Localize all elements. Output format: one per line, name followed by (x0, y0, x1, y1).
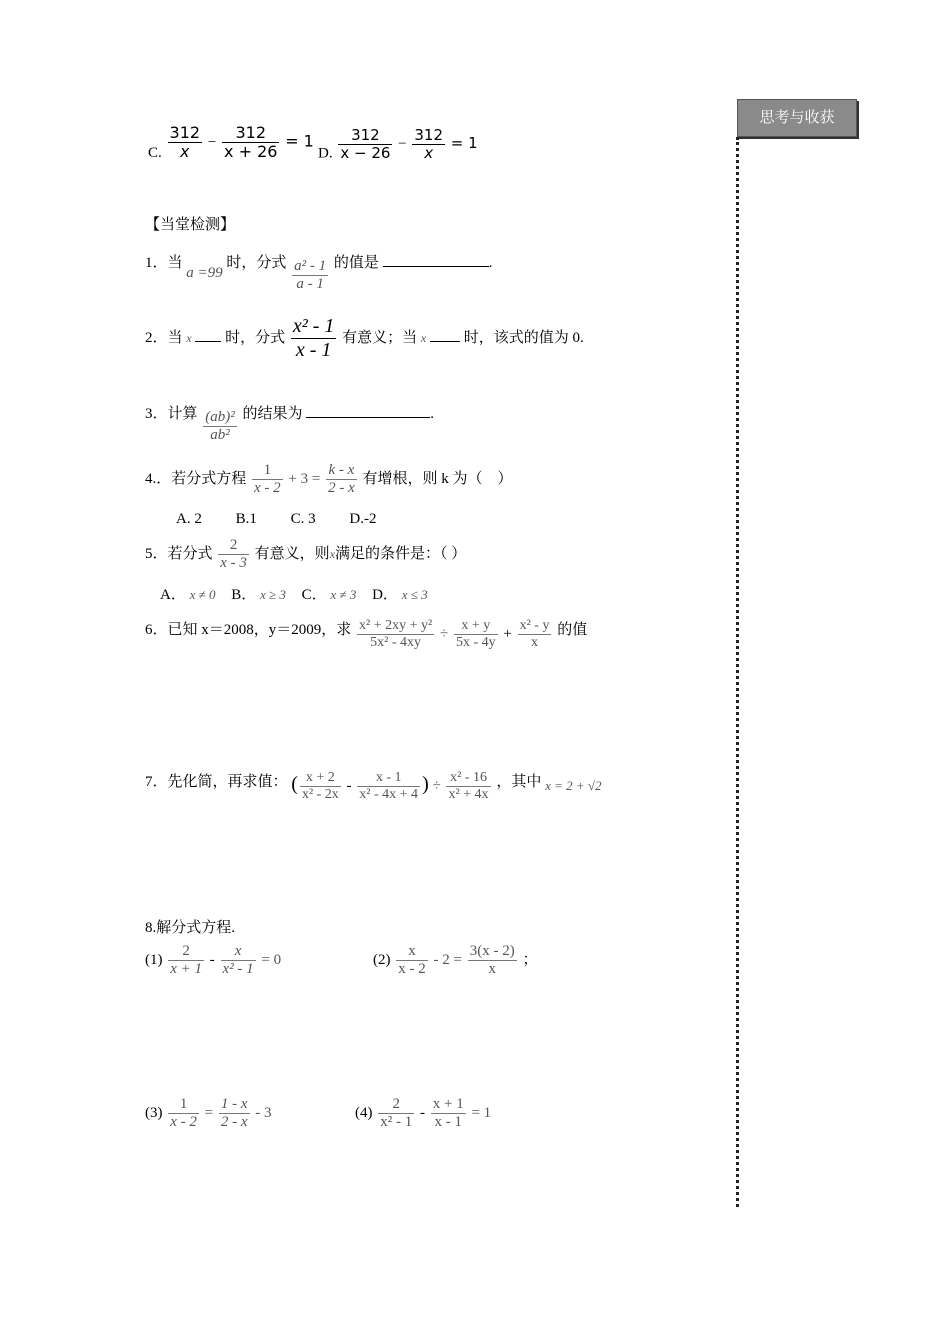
fraction: $\frac{\text{x² - 16}}{\text{x² + 4x}}$ (448, 770, 489, 803)
fraction: $\frac{x + 1}{x - 1}$ (432, 1096, 464, 1131)
question-5-options (160, 583, 428, 604)
fraction: $\frac{2}{\text{x² - 1}}$ (380, 1096, 413, 1131)
section-title: 【当堂检测】 (145, 217, 236, 233)
fraction: $\frac{312}{x}$ (169, 123, 201, 162)
option-d: D. $\frac{312}{x - 26}$ − $\frac{312}{x}$ = 1 (318, 126, 478, 163)
fraction: $\frac{312}{x + 26}$ (224, 123, 278, 162)
dotted-divider (736, 137, 739, 1207)
question-8-title: 8.解分式方程. (145, 920, 236, 936)
question-1: 1．当 a =99 时，分式 $\frac{\text{a² - 1}}{a - 1}$ 的值是 . (145, 255, 493, 293)
question-8-part-3: (3) $\frac{1}{x - 2}$ = $\frac{1 - x}{2 - x}$ - 3 (145, 1096, 272, 1131)
fraction: $\frac{k - x}{2 - x}$ (328, 462, 355, 497)
fraction: $\frac{312}{x - 26}$ (340, 126, 391, 163)
question-3: 3．计算 $\frac{\text{(ab)²}}{\text{ab²}}$ 的结果为 . (145, 406, 435, 444)
fraction: $\frac{1}{x - 2}$ (254, 462, 281, 497)
reflection-box: 思考与收获 (737, 99, 857, 137)
option-c[interactable]: C. 3 (290, 511, 316, 527)
fraction: $\frac{x}{x - 2}$ (398, 943, 426, 978)
fraction: $\frac{312}{x}$ (414, 126, 444, 163)
option-b[interactable]: B． x ≥ 3 (231, 587, 286, 603)
question-8-part-4: (4) $\frac{2}{\text{x² - 1}}$ - $\frac{x + 1}{x - 1}$ = 1 (355, 1096, 492, 1131)
option-c[interactable]: C． x ≠ 3 (301, 587, 357, 603)
question-7: 7．先化简，再求值： ( $\frac{x + 2}{\text{x² - 2x}}$ - $\frac{x - 1}{\text{x² - 4x + 4}}$ ) ÷ $\frac{\text{x² - 16}}{\text{x² + 4x}}$ ，其中 x = 2 + √2 (145, 770, 602, 803)
question-5: 5．若分式 $\frac{2}{x - 3}$ 有意义，则x满足的条件是：（ ） (145, 537, 467, 572)
answer-blank[interactable] (306, 417, 430, 418)
fraction: $\frac{2}{x - 3}$ (220, 537, 247, 572)
option-d-label: D. (318, 145, 333, 162)
question-4-options (176, 511, 406, 528)
fraction: $\frac{\text{a² - 1}}{a - 1}$ (294, 258, 327, 293)
fraction: $\frac{x - 1}{\text{x² - 4x + 4}}$ (359, 770, 419, 803)
fraction: $\frac{\text{x² - 1}}{x - 1}$ (292, 315, 335, 361)
option-a[interactable]: A． x ≠ 0 (160, 587, 216, 603)
question-2: 2．当 x 时，分式 $\frac{\text{x² - 1}}{x - 1}$ 有意义；当 x 时，该式的值为 0. (145, 315, 584, 361)
fraction: $\frac{1}{x - 2}$ (170, 1096, 197, 1131)
option-c: C. $\frac{312}{x}$ − $\frac{312}{x + 26}$ = 1 (148, 123, 314, 162)
question-4: 4.．若分式方程 $\frac{1}{x - 2}$ + 3 = $\frac{k - x}{2 - x}$ 有增根，则 k 为（ ） (145, 462, 513, 497)
fraction: $\frac{x + 2}{\text{x² - 2x}}$ (301, 770, 339, 803)
fraction: $\frac{\text{x² + 2xy + y²}}{\text{5x² - 4xy}}$ (359, 618, 433, 651)
option-a[interactable]: A. 2 (176, 511, 202, 527)
answer-blank[interactable] (383, 266, 489, 267)
option-c-label: C. (148, 144, 162, 161)
fraction: $\frac{2}{x + 1}$ (170, 943, 203, 978)
fraction: $\frac{x}{\text{x² - 1}}$ (222, 943, 254, 978)
question-8-part-1: (1) $\frac{2}{x + 1}$ - $\frac{x}{\text{x² - 1}}$ = 0 (145, 943, 282, 978)
fraction: $\frac{3(x - 2)}{x}$ (469, 943, 515, 978)
option-d[interactable]: D． x ≤ 3 (372, 587, 428, 603)
fraction: $\frac{\text{x² - y}}{x}$ (519, 618, 550, 651)
question-8-part-2: (2) $\frac{x}{x - 2}$ - 2 = $\frac{3(x - 2)}{x}$ ； (373, 943, 538, 978)
option-b[interactable]: B.1 (235, 511, 257, 527)
answer-blank[interactable] (430, 341, 460, 342)
option-d[interactable]: D.-2 (349, 511, 377, 527)
fraction: $\frac{\text{(ab)²}}{\text{ab²}}$ (205, 409, 235, 444)
fraction: $\frac{x + y}{5x - 4y}$ (455, 618, 496, 651)
question-6: 6．已知 x＝2008，y＝2009，求 $\frac{\text{x² + 2xy + y²}}{\text{5x² - 4xy}}$ ÷ $\frac{x + y}{5x - 4y}$ + $\frac{\text{x² - y}}{x}$ 的值 (145, 618, 588, 651)
answer-blank[interactable] (195, 341, 221, 342)
fraction: $\frac{1 - x}{2 - x}$ (220, 1096, 248, 1131)
